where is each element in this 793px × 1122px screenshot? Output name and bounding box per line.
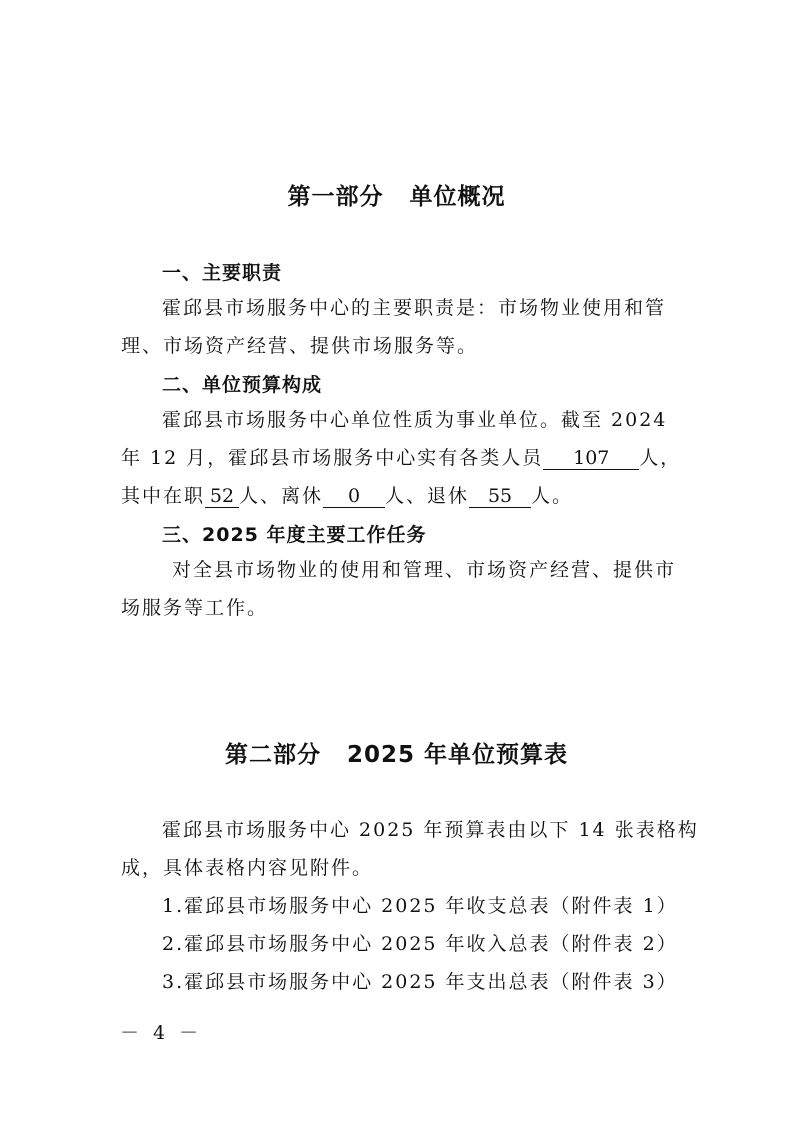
section2-line3-text-c: 人、退休: [385, 485, 470, 507]
section2-line2-text-a: 年 12 月，霍邱县市场服务中心实有各类人员: [121, 447, 544, 469]
section3-line1: 对全县市场物业的使用和管理、市场资产经营、提供市: [172, 559, 677, 581]
part1-title: [0, 178, 793, 211]
section2-line3-text-a: 其中在职: [121, 485, 206, 507]
retired-tui-value: 55: [469, 485, 531, 508]
part2-title: [0, 736, 793, 769]
in-service-value: 52: [205, 485, 239, 508]
page-number: － 4 －: [120, 1022, 203, 1044]
part2-title-text: 2025 年单位预算表: [346, 742, 569, 768]
part2-intro-line1: 霍邱县市场服务中心 2025 年预算表由以下 14 张表格构: [162, 819, 699, 841]
part2-intro-line2: 成，具体表格内容见附件。: [121, 857, 374, 879]
table-list-item: 2.霍邱县市场服务中心 2025 年收入总表（附件表 2）: [162, 933, 678, 955]
section2-line2-text-b: 人，: [639, 447, 682, 469]
part1-title-number: 第一部分: [287, 184, 384, 210]
section1-line2: 理、市场资产经营、提供市场服务等。: [121, 335, 479, 357]
section1-heading: 一、主要职责: [162, 262, 283, 284]
section3-heading: 三、2025 年度主要工作任务: [162, 524, 427, 546]
table-list-item: 3.霍邱县市场服务中心 2025 年支出总表（附件表 3）: [162, 971, 678, 993]
section2-line3-text-d: 人。: [531, 485, 574, 507]
part2-title-number: 第二部分: [224, 742, 321, 768]
section3-line2: 场服务等工作。: [121, 597, 269, 619]
table-list-item: 1.霍邱县市场服务中心 2025 年收支总表（附件表 1）: [162, 895, 678, 917]
section2-line2: [121, 446, 681, 470]
section2-line3-text-b: 人、离休: [239, 485, 324, 507]
section2-heading: 二、单位预算构成: [162, 374, 323, 396]
retired-li-value: 0: [323, 485, 385, 508]
section2-line3: [121, 484, 573, 508]
section2-line1: 霍邱县市场服务中心单位性质为事业单位。截至 2024: [162, 409, 668, 431]
section1-line1: 霍邱县市场服务中心的主要职责是：市场物业使用和管: [162, 297, 667, 319]
total-staff-value: 107: [543, 447, 639, 470]
part1-title-text: 单位概况: [409, 184, 506, 210]
